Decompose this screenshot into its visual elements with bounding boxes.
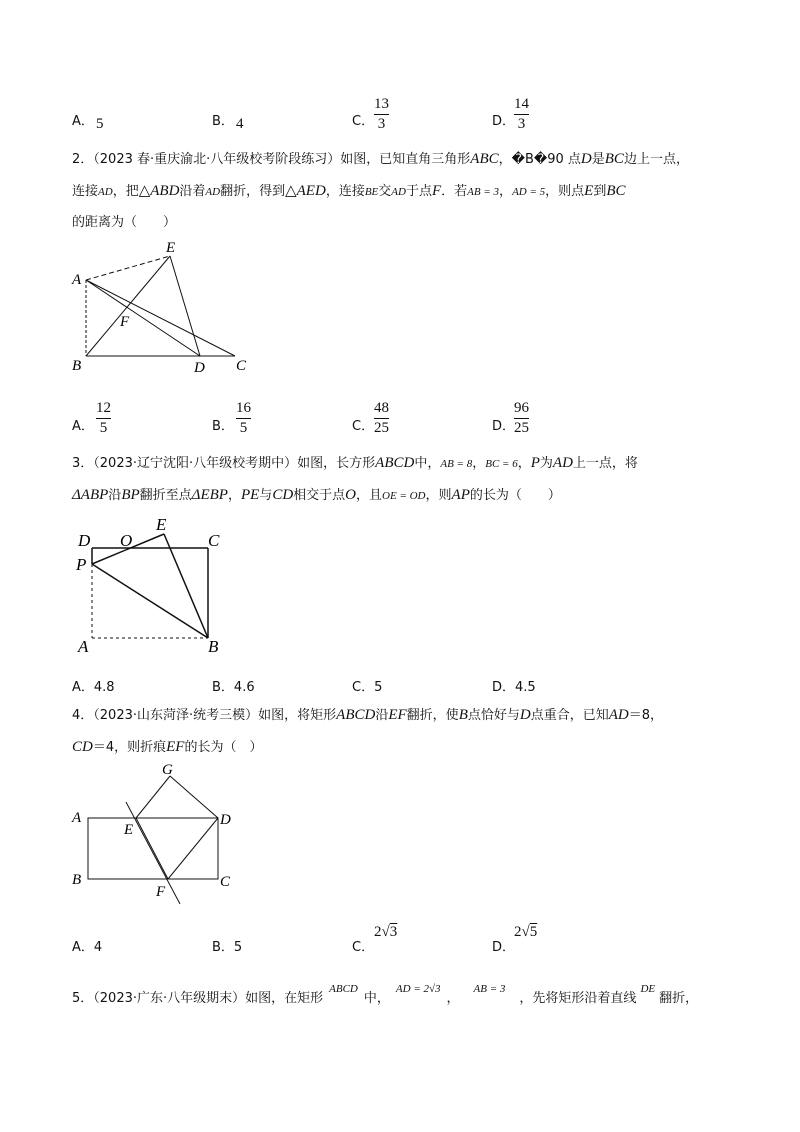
q2-option-c-fraction	[374, 400, 389, 437]
q5-text: 如图，在矩形	[245, 991, 324, 1006]
q3-figure	[68, 512, 238, 658]
q4-label-c: C	[220, 874, 231, 890]
q2-stem-line3	[72, 212, 176, 234]
q3-text: 的长为（ ）	[469, 488, 561, 503]
q3-math-ad: AD	[552, 455, 573, 471]
option-label: B．	[212, 680, 234, 695]
sqrt-sign: √	[521, 924, 530, 940]
option-label: B．	[212, 940, 234, 955]
edge-ac	[86, 280, 235, 356]
q2-text: 连接	[72, 184, 99, 199]
q2-math-bc: BC	[606, 183, 626, 199]
radicand: 5	[529, 924, 538, 940]
q3-text: 翻折至点	[139, 488, 192, 503]
q2-option-b-label: B．	[212, 419, 234, 434]
q4-stem-line2	[72, 736, 762, 759]
q5-text: 中，	[363, 991, 390, 1006]
q4-option-d-label: D．	[492, 940, 516, 955]
q5-math-abcd: ABCD	[329, 983, 358, 995]
q2-text: 的距离为（ ）	[72, 215, 177, 230]
q3-math-pe: PE	[240, 487, 260, 503]
q2-option-d-fraction	[514, 400, 529, 437]
q5-source: （2023·广东·八年级期末）	[93, 991, 246, 1006]
q2-text: ，	[499, 184, 513, 199]
q1-option-c-label: C．	[352, 114, 375, 129]
q3-math-p: P	[530, 455, 540, 471]
q4-label-b: B	[72, 872, 82, 888]
q3-text: 与	[259, 488, 273, 503]
denominator: 25	[374, 420, 389, 436]
edge-gd	[170, 776, 218, 818]
option-label: C．	[352, 680, 375, 695]
q2-math-ad: AD	[391, 186, 406, 198]
q5-text: 翻折，	[659, 991, 699, 1006]
q2-math-d: D	[580, 151, 592, 167]
q1-option-b-value: 4	[236, 116, 244, 132]
q2-option-d-label: D．	[492, 419, 516, 434]
numerator: 48	[374, 400, 389, 416]
q3-math-debp: ΔEBP	[191, 487, 228, 503]
q3-source: （2023·辽宁沈阳·八年级校考期中）	[93, 456, 298, 471]
q4-label-e: E	[124, 822, 134, 838]
q2-text: 到	[593, 184, 607, 199]
q5-text: ，	[446, 991, 460, 1006]
edge-ed	[170, 256, 200, 356]
q4-text: 点重合，已知	[530, 708, 609, 723]
q2-math-tri-aed: △AED	[285, 183, 326, 199]
q2-text: 于点	[405, 184, 432, 199]
numerator: 96	[514, 400, 529, 416]
q2-math-tri-abd: △ABD	[138, 183, 180, 199]
option-value: 4.8	[93, 680, 115, 695]
q2-text: ，�B�90	[498, 152, 564, 167]
q5-stem-line1	[72, 983, 772, 1010]
q4-label-a: A	[72, 810, 82, 826]
option-label: A．	[72, 940, 94, 955]
q4-text: ＝8，	[628, 708, 664, 723]
numerator: 13	[374, 96, 389, 112]
q5-number: 5．	[72, 991, 94, 1006]
q3-text: 为	[539, 456, 553, 471]
option-value: 4	[93, 940, 103, 955]
q4-label-f: F	[156, 884, 166, 900]
q2-option-a-label: A．	[72, 419, 94, 434]
q2-math-ad: AD	[98, 186, 113, 198]
q2-text: ，连接	[325, 184, 365, 199]
q4-text: ＝4，则折痕	[92, 740, 167, 755]
q3-label-a: A	[78, 637, 89, 656]
q4-label-d: D	[220, 812, 231, 828]
q2-text: 翻折，得到	[220, 184, 286, 199]
q3-math-oe-od: OE = OD	[382, 490, 426, 502]
q2-math-e: E	[584, 183, 594, 199]
q3-text: 上一点，将	[572, 456, 638, 471]
q2-text: ，则点	[545, 184, 585, 199]
q2-number: 2．	[72, 152, 94, 167]
q4-stem-line1	[72, 704, 762, 727]
q3-math-cd: CD	[272, 487, 294, 503]
q2-source: （2023 春·重庆渝北·八年级校考阶段练习）	[93, 152, 341, 167]
edge-ef	[136, 818, 168, 879]
q2-text: 点	[567, 152, 581, 167]
q2-math-ad: AD	[205, 186, 221, 198]
q2-text: 如图，已知直角三角形	[340, 152, 471, 167]
fold-line-ef	[126, 802, 180, 904]
q3-text: 相交于点	[293, 488, 346, 503]
q2-math-abc: ABC	[470, 151, 499, 167]
q4-math-ad: AD	[608, 707, 629, 723]
q4-math-d: D	[519, 707, 531, 723]
q5-math-de: DE	[640, 983, 656, 995]
q2-math-bc: BC	[604, 151, 624, 167]
q3-label-c: C	[208, 531, 220, 550]
q1-option-a-value: 5	[96, 116, 104, 132]
q2-label-b: B	[72, 358, 82, 374]
q4-math-ef: EF	[166, 739, 185, 755]
q1-option-c-fraction	[374, 96, 389, 133]
option-label: A．	[72, 680, 94, 695]
coefficient: 2	[374, 924, 382, 940]
q3-text: ，	[472, 456, 486, 471]
q3-text: 沿	[108, 488, 122, 503]
radicand: 3	[389, 924, 398, 940]
edge-fd	[168, 818, 218, 879]
denominator: 3	[377, 116, 386, 132]
q2-stem-line1	[72, 148, 752, 171]
q2-option-b-fraction	[236, 400, 251, 437]
q2-label-f: F	[120, 314, 130, 330]
q1-option-d-label: D．	[492, 114, 516, 129]
edge-ae	[86, 256, 170, 280]
q3-label-d: D	[78, 531, 91, 550]
q2-text: ．若	[441, 184, 468, 199]
q3-math-bp: BP	[121, 487, 140, 503]
option-value: 4.5	[515, 680, 536, 695]
q5-math-ad-eq: AD = 2√3	[395, 983, 441, 995]
q4-number: 4．	[72, 708, 94, 723]
q2-math-be: BE	[364, 186, 379, 198]
q4-math-ef: EF	[388, 707, 407, 723]
q4-text: 翻折，使	[406, 708, 459, 723]
q3-number: 3．	[72, 456, 94, 471]
numerator: 16	[236, 400, 251, 416]
denominator: 5	[99, 420, 108, 436]
q2-option-a-fraction	[96, 400, 111, 437]
q2-text: 沿着	[179, 184, 206, 199]
numerator: 12	[96, 400, 111, 416]
edge-eg	[136, 776, 170, 818]
q3-label-e: E	[156, 515, 167, 534]
q4-source: （2023·山东菏泽·统考三模）	[93, 708, 259, 723]
q3-text: ，	[517, 456, 531, 471]
q2-stem-line2	[72, 180, 752, 203]
q4-option-b	[212, 936, 242, 955]
edge-ad	[86, 280, 200, 356]
q1-option-a-label: A．	[72, 114, 94, 129]
denominator: 5	[239, 420, 248, 436]
rectangle-abcd	[88, 818, 218, 879]
coefficient: 2	[514, 924, 522, 940]
q2-label-e: E	[166, 240, 176, 256]
sqrt-sign: √	[381, 924, 390, 940]
q4-math-b: B	[458, 707, 468, 723]
q4-option-c-radical	[374, 924, 397, 941]
option-value: 5	[374, 680, 383, 695]
q4-option-d-radical	[514, 924, 537, 941]
q4-math-abcd: ABCD	[336, 707, 376, 723]
q4-math-cd: CD	[72, 739, 93, 755]
q4-figure	[66, 760, 246, 906]
q3-stem-line2	[72, 484, 762, 507]
q5-math-ab-eq: AB = 3	[473, 983, 506, 995]
q3-text: ，则	[425, 488, 452, 503]
q3-option-d	[492, 676, 536, 695]
option-label: D．	[492, 680, 516, 695]
denominator: 25	[514, 420, 529, 436]
q3-text: ，且	[356, 488, 383, 503]
q3-math-ab-eq: AB = 8	[440, 458, 473, 470]
q3-math-abcd: ABCD	[375, 455, 415, 471]
q3-text: ，	[227, 488, 241, 503]
q5-text: ，先将矩形沿着直线	[519, 991, 637, 1006]
q3-label-b: B	[208, 637, 219, 656]
q2-math-f: F	[431, 183, 442, 199]
q3-text: 中，	[414, 456, 441, 471]
q3-option-c	[352, 676, 382, 695]
q3-math-bc-eq: BC = 6	[485, 458, 518, 470]
q3-label-p: P	[76, 555, 87, 574]
q2-label-d: D	[194, 360, 205, 376]
q3-option-a	[72, 676, 115, 695]
q3-text: 如图，长方形	[297, 456, 376, 471]
q2-text: 交	[378, 184, 392, 199]
q2-math-ab-eq: AB = 3	[467, 186, 500, 198]
q2-math-ad-eq: AD = 5	[512, 186, 546, 198]
option-value: 5	[233, 940, 243, 955]
q4-text: 点恰好与	[467, 708, 520, 723]
q4-text: 的长为（ ）	[184, 740, 263, 755]
q2-figure	[60, 236, 260, 376]
q2-label-a: A	[72, 272, 82, 288]
edge-be	[86, 256, 170, 356]
q3-math-o: O	[345, 487, 357, 503]
q4-text: 沿	[375, 708, 389, 723]
q3-math-ap: AP	[451, 487, 470, 503]
q1-option-b-label: B．	[212, 114, 234, 129]
q2-text: 是	[591, 152, 605, 167]
numerator: 14	[514, 96, 529, 112]
q3-stem-line1	[72, 452, 762, 475]
option-value: 4.6	[233, 680, 255, 695]
q4-option-c-label: C．	[352, 940, 375, 955]
q2-text: ，把	[112, 184, 139, 199]
q4-text: 如图，将矩形	[258, 708, 337, 723]
q2-text: 边上一点，	[623, 152, 689, 167]
q3-option-b	[212, 676, 255, 695]
q4-label-g: G	[162, 762, 173, 778]
q4-option-a	[72, 936, 102, 955]
q2-label-c: C	[236, 358, 247, 374]
q2-option-c-label: C．	[352, 419, 375, 434]
edge-pb	[92, 564, 208, 638]
q3-math-dabp: ΔABP	[72, 487, 109, 503]
q3-label-o: O	[120, 531, 133, 550]
q1-option-d-fraction	[514, 96, 529, 133]
edge-eb	[164, 534, 208, 638]
denominator: 3	[517, 116, 526, 132]
